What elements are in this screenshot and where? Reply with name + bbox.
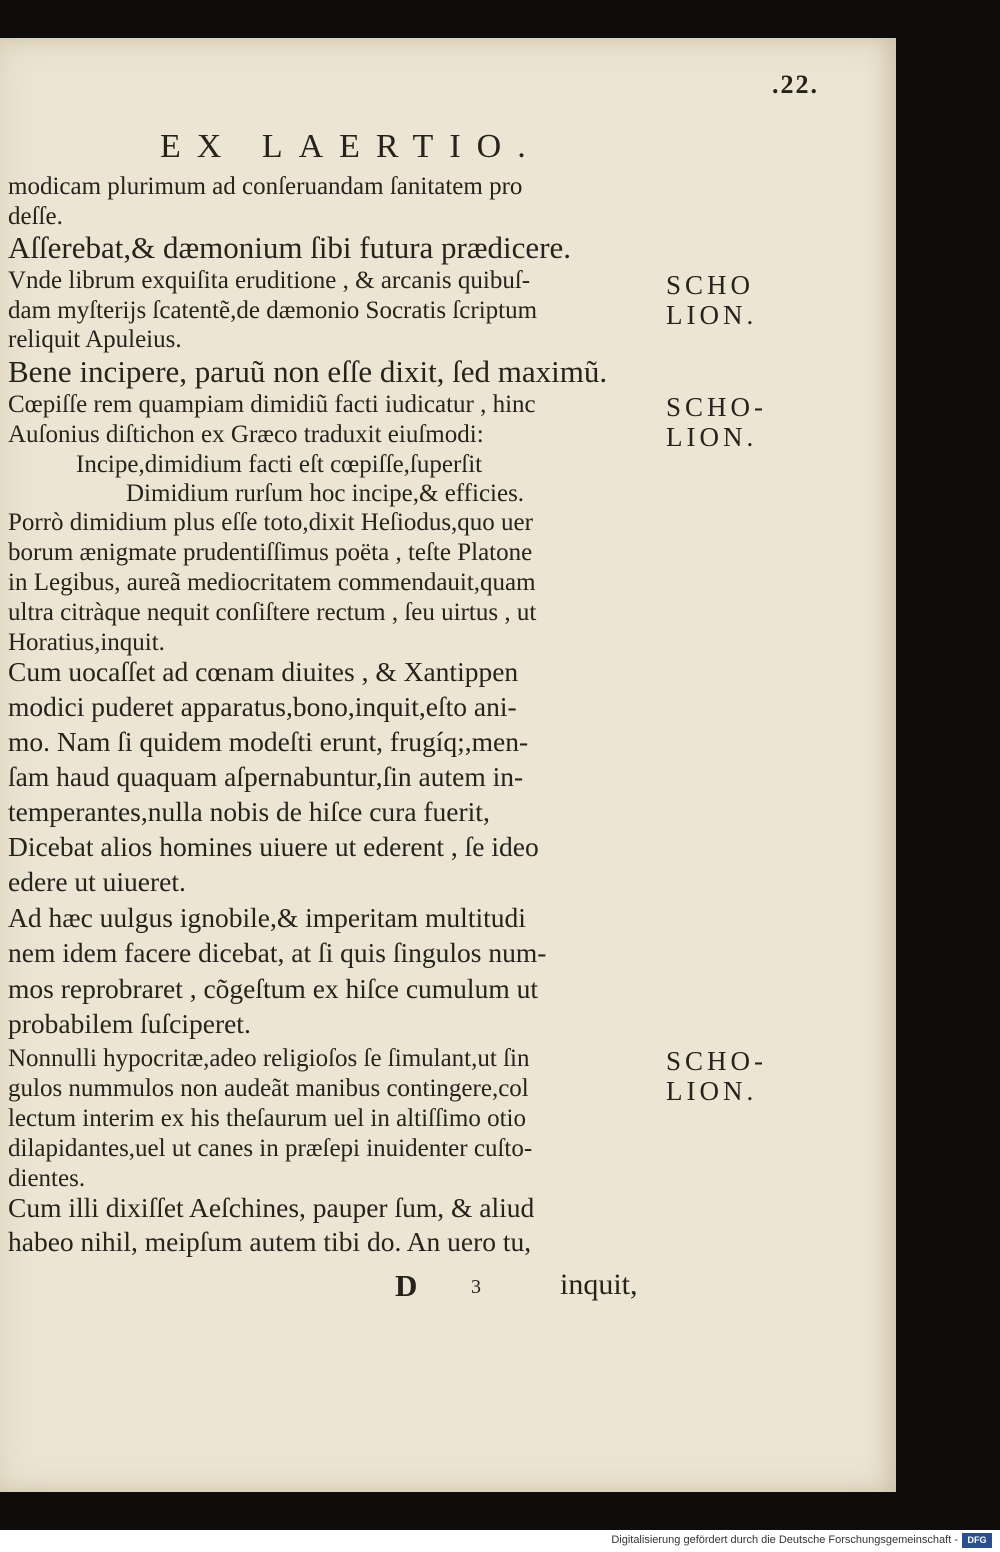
text-line: ſam haud quaquam aſpernabuntur,ſin autem in- <box>8 761 524 792</box>
margin-note-scholion <box>666 270 757 330</box>
text-line: Porrò dimidium plus eſſe toto,dixit Heſiodus,quo uer <box>8 509 533 536</box>
text-line: Nonnulli hypocritæ,adeo religioſos ſe ſimulant,ut ſin <box>8 1045 530 1072</box>
verse-line: Dimidium rurſum hoc incipe,& efficies. <box>126 480 525 507</box>
text-line: dilapidantes,uel ut canes in præſepi inuidenter cuſto- <box>8 1135 533 1162</box>
footer-credit: Digitalisierung gefördert durch die Deutsche Forschungsgemeinschaft - <box>611 1534 958 1546</box>
text-line: probabilem ſuſciperet. <box>8 1008 251 1039</box>
text-line: nem idem facere dicebat, at ſi quis ſingulos num- <box>8 937 547 968</box>
margin-note-line: LION. <box>666 422 758 452</box>
margin-note-line: SCHO <box>666 270 755 300</box>
text-line: Cum illi dixiſſet Aeſchines, pauper ſum, & aliud <box>8 1192 535 1223</box>
text-line: reliquit Apuleius. <box>8 326 182 353</box>
dfg-logo: DFG <box>962 1533 992 1548</box>
text-line: gulos nummulos non audeãt manibus contingere,col <box>8 1075 529 1102</box>
text-line: Auſonius diſtichon ex Græco traduxit eiuſmodi: <box>8 421 484 448</box>
text-line: temperantes,nulla nobis de hiſce cura fuerit, <box>8 796 490 827</box>
margin-note-line: LION. <box>666 1076 758 1106</box>
digitization-footer <box>0 1530 1000 1552</box>
text-line: mo. Nam ſi quidem modeſti erunt, frugíq;,men- <box>8 726 529 757</box>
verse-line: Incipe,dimidium facti eſt cœpiſſe,ſuperſit <box>76 451 483 478</box>
text-line: Aſſerebat,& dæmonium ſibi futura prædicere. <box>8 230 572 265</box>
signature-number: 3 <box>471 1276 481 1298</box>
text-line: dam myſterijs ſcatentẽ,de dæmonio Socratis ſcriptum <box>8 297 538 324</box>
text-line: Bene incipere, paruũ non eſſe dixit, ſed maximũ. <box>8 354 608 389</box>
text-line: modici puderet apparatus,bono,inquit,eſto ani- <box>8 691 517 722</box>
text-line: Cum uocaſſet ad cœnam diuites , & Xantippen <box>8 656 519 687</box>
running-head: EX LAERTIO. <box>160 128 542 165</box>
text-line: habeo nihil, meipſum autem tibi do. An uero tu, <box>8 1226 532 1257</box>
text-line: modicam plurimum ad conſeruandam ſanitatem pro <box>8 173 523 200</box>
margin-note-scholion <box>666 392 767 452</box>
text-line: in Legibus, aureã mediocritatem commendauit,quam <box>8 569 536 596</box>
text-line: Vnde librum exquiſita eruditione , & arcanis quibuſ- <box>8 267 531 294</box>
text-line: Ad hæc uulgus ignobile,& imperitam multitudi <box>8 902 526 933</box>
text-line: Dicebat alios homines uiuere ut ederent , ſe ideo <box>8 831 539 862</box>
text-line: lectum interim ex his theſaurum uel in altiſſimo otio <box>8 1105 526 1132</box>
text-line: mos reprobraret , cõgeſtum ex hiſce cumulum ut <box>8 973 538 1004</box>
text-line: Cœpiſſe rem quampiam dimidiũ facti iudicatur , hinc <box>8 391 536 418</box>
catchword: inquit, <box>560 1268 638 1301</box>
text-line: edere ut uiueret. <box>8 866 186 897</box>
signature-mark: D <box>395 1268 418 1303</box>
text-line: deſſe. <box>8 203 63 230</box>
text-line: dientes. <box>8 1165 86 1192</box>
margin-note-line: SCHO- <box>666 392 768 422</box>
margin-note-line: SCHO- <box>666 1046 768 1076</box>
margin-note-line: LION. <box>666 300 758 330</box>
text-line: Horatius,inquit. <box>8 629 165 656</box>
text-line: ultra citràque nequit conſiſtere rectum , ſeu uirtus , ut <box>8 599 537 626</box>
folio-number: .22. <box>772 70 819 99</box>
text-line: borum ænigmate prudentiſſimus poëta , teſte Platone <box>8 539 533 566</box>
margin-note-scholion <box>666 1046 767 1106</box>
